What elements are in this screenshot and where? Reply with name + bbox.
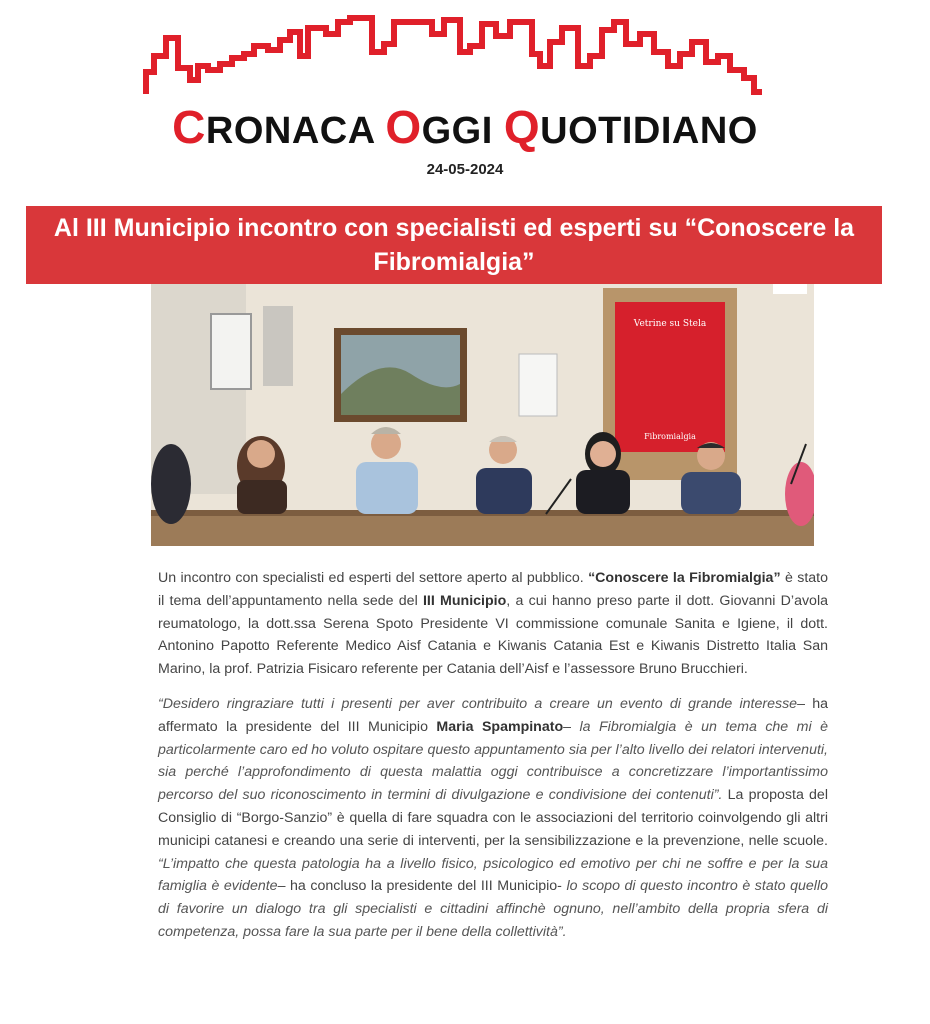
- p2-text-4: – ha concluso la presidente del III Municipio-: [277, 878, 567, 895]
- article-paragraph-1: [158, 567, 828, 681]
- poster-text: Vetrine su Stela: [633, 319, 707, 329]
- article-photo: [151, 284, 814, 546]
- logo-initial-c: C: [172, 101, 206, 153]
- logo-word-quotidiano: UOTIDIANO: [540, 110, 758, 152]
- site-logo-title[interactable]: [0, 100, 930, 154]
- headline-banner: [26, 206, 882, 284]
- article-body: [158, 567, 828, 956]
- p1-bold-2: III Municipio: [422, 592, 507, 609]
- logo-word-cronaca: RONACA: [205, 110, 375, 152]
- poster-text-2: Fibromialgia: [644, 432, 696, 441]
- city-skyline-logo-graphic: [140, 8, 770, 98]
- logo-initial-o: O: [385, 101, 422, 153]
- article-paragraph-2: [158, 693, 828, 944]
- masthead: [0, 0, 930, 200]
- p1-text-3: , a cui hanno preso parte il dott. Giovanni D’avola reumatologo, la dott.ssa Serena Spoto Presidente VI commissione comunale Sanita e Igiene, il dott. Antonino Papotto Referente Medico Aisf Catania e Kiwanis Catania Est e Kiwanis Distretto Italia San Marino, la prof. Patrizia Fisicaro referente per Catania dell’Aisf e l’assessore Bruno Brucchieri.: [158, 592, 828, 678]
- p2-italic-4: lo scopo di questo incontro è stato quello di favorire un dialogo tra gli specialisti e cittadini affinchè ognuno, nell’ambito della propria sfera di competenza, possa fare la sua parte per il bene della collettività”.: [158, 878, 828, 940]
- meeting-photo-illustration: [151, 284, 814, 546]
- p2-bold-1: Maria Spampinato: [436, 718, 564, 735]
- p2-italic-3: “L’impatto che questa patologia ha a livello fisico, psicologico ed emotivo per chi ne soffre e per la sua famiglia è evidente: [158, 855, 828, 895]
- logo-word-oggi: GGI: [421, 110, 493, 152]
- p2-text-1: – ha affermato la presidente del III Municipio: [158, 695, 828, 735]
- logo-initial-q: Q: [503, 101, 541, 153]
- publication-date: 24-05-2024: [426, 161, 504, 178]
- p1-text-1: Un incontro con specialisti ed esperti del settore aperto al pubblico.: [158, 570, 589, 586]
- p2-text-2: –: [563, 718, 580, 735]
- article-headline: Al III Municipio incontro con specialisti ed esperti su “Conoscere la Fibromialgia”: [53, 214, 855, 276]
- p2-text-3: La proposta del Consiglio di “Borgo-Sanzio” è quella di fare squadra con le associazioni del territorio coinvolgendo gli altri municipi catanesi e creando una serie di interventi, per la sensibilizzazione e la prevenzione, nelle scuole.: [158, 787, 828, 849]
- p1-text-2: è stato il tema dell’appuntamento nella sede del: [158, 570, 828, 609]
- p2-italic-1: “Desidero ringraziare tutti i presenti per aver contribuito a creare un evento di grande interesse: [158, 695, 798, 712]
- p1-bold-1: “Conoscere la Fibromialgia”: [588, 570, 781, 586]
- p2-italic-2: la Fibromialgia è un tema che mi è particolarmente caro ed ho voluto ospitare questo appuntamento sia per l’alto livello dei relatori intervenuti, sia perché l’approfondimento di questa malattia oggi contribuisce a concretizzare l’importantissimo percorso del suo riconoscimento in termini di divulgazione e condivisione dei contenuti”.: [158, 718, 828, 804]
